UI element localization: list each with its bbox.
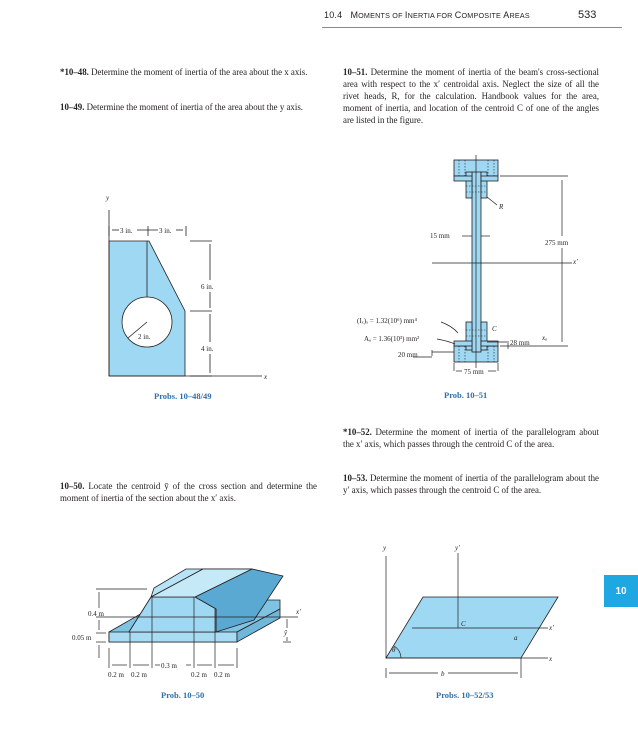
section-title: MOMENTS OF INERTIA FOR COMPOSITE AREAS — [350, 10, 530, 20]
problem-10-50: 10–50. Locate the centroid ȳ of the cross section and determine the moment of inertia of the section about the x′ axis. — [60, 481, 318, 503]
caption-probs-10-52-53: Probs. 10–52/53 — [436, 690, 494, 700]
dim-2in: 2 in. — [138, 333, 151, 341]
problem-10-49: 10–49. Determine the moment of inertia of the area about the y axis. — [60, 102, 303, 112]
label-x-52: x — [549, 655, 553, 663]
dim-0.3m: 0.3 m — [161, 662, 177, 670]
label-C-52: C — [461, 620, 466, 628]
dim-28mm: 28 mm — [510, 339, 530, 347]
label-theta: θ — [392, 646, 396, 654]
label-b: b — [441, 670, 445, 678]
dim-15mm: 15 mm — [430, 232, 450, 240]
problem-10-52: *10–52. Determine the moment of inertia of the parallelogram about the x′ axis, which passes through the centroid C of the area. — [343, 427, 599, 449]
y-axis-label: y — [106, 194, 110, 202]
dim-0.2m-b: 0.2 m — [131, 671, 147, 679]
label-xprime-52: x′ — [549, 624, 554, 632]
label-xprime-50: x′ — [296, 608, 301, 616]
label-Aa: Aₐ = 1.36(10³) mm² — [364, 335, 420, 343]
problem-10-48: *10–48. Determine the moment of inertia of the area about the x axis. — [60, 67, 308, 77]
dim-275mm: 275 mm — [545, 239, 569, 247]
label-ybar: ȳ — [284, 629, 288, 637]
caption-probs-10-48-49: Probs. 10–48/49 — [154, 391, 212, 401]
label-yprime: y′ — [455, 544, 460, 552]
dim-3in-a: 3 in. — [120, 227, 133, 235]
section-number: 10.4 — [324, 10, 343, 20]
caption-prob-10-50: Prob. 10–50 — [161, 690, 205, 700]
dim-0.05m: 0.05 m — [72, 634, 92, 642]
chapter-tab: 10 — [604, 575, 638, 607]
label-Ix: (Iₓ)ₓ = 1.32(10⁶) mm⁴ — [357, 317, 417, 325]
x-axis-label: x — [264, 373, 268, 381]
label-xprime: x′ — [573, 258, 578, 266]
problem-10-53: 10–53. Determine the moment of inertia of the parallelogram about the y′ axis, which passes through the centroid C of the area. — [343, 473, 599, 495]
label-C: C — [492, 325, 497, 333]
label-R: R — [499, 203, 504, 211]
label-xa: xₐ — [542, 334, 548, 342]
dim-0.4m: 0.4 m — [88, 610, 104, 618]
dim-75mm: 75 mm — [464, 368, 484, 376]
caption-prob-10-51: Prob. 10–51 — [444, 390, 488, 400]
dim-0.2m-d: 0.2 m — [214, 671, 230, 679]
label-y: y — [383, 544, 387, 552]
dim-3in-b: 3 in. — [159, 227, 172, 235]
label-a: a — [514, 634, 518, 642]
dim-6in: 6 in. — [201, 283, 214, 291]
problem-10-51: 10–51. Determine the moment of inertia of the beam's cross-sectional area with respect to the x′ centroidal axis. Neglect the size of all the rivet heads, R, for the calculation. Handbook values for the area, moment of inertia, and location of the centroid C of one of the angles are listed in the figure. — [343, 67, 599, 125]
dim-0.2m-a: 0.2 m — [108, 671, 124, 679]
dim-20mm: 20 mm — [398, 351, 418, 359]
dim-0.2m-c: 0.2 m — [191, 671, 207, 679]
page-number: 533 — [578, 9, 597, 21]
dim-4in: 4 in. — [201, 345, 214, 353]
